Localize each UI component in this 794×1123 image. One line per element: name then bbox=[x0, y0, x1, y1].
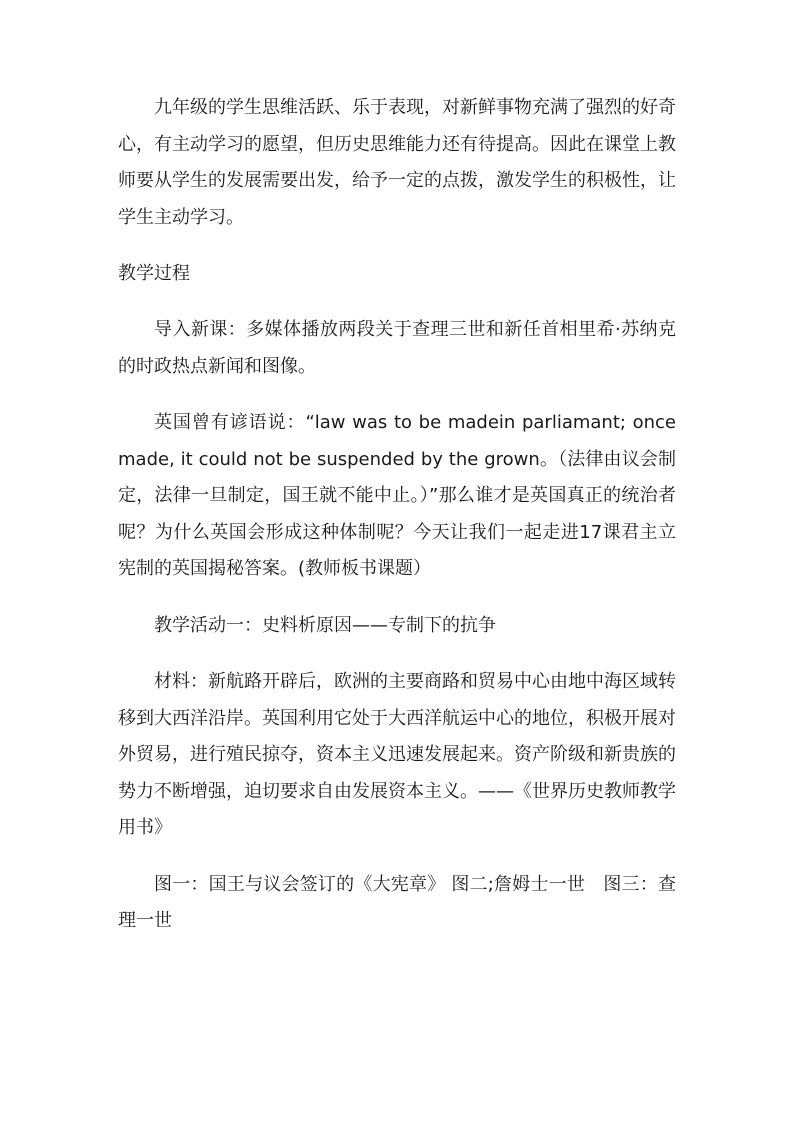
student-analysis-paragraph: 九年级的学生思维活跃、乐于表现，对新鲜事物充满了强烈的好奇心，有主动学习的愿望，但历史思维能力还有待提高。因此在课堂上教师要从学生的发展需要出发，给予一定的点拨，激发学生的积极性，让学生主动学习。 bbox=[118, 97, 676, 228]
activity-one-heading: 教学活动一：史料析原因——专制下的抗争 bbox=[154, 614, 496, 636]
material-paragraph: 材料：新航路开辟后，欧洲的主要商路和贸易中心由地中海区域转移到大西洋沿岸。英国利用它处于大西洋航运中心的地位，积极开展对外贸易，进行殖民掠夺，资本主义迅速发展起来。资产阶级和新贵族的势力不断增强，迫切要求自由发展资本主义。——《世界历史教师教学用书》 bbox=[118, 671, 676, 838]
figure-caption-paragraph: 图一：国王与议会签订的《大宪章》 图二;詹姆士一世 图三：查理一世 bbox=[118, 873, 676, 931]
lesson-intro-paragraph: 导入新课：多媒体播放两段关于查理三世和新任首相里希·苏纳克的时政热点新闻和图像。 bbox=[118, 319, 676, 377]
proverb-paragraph: 英国曾有谚语说：“law was to be madein parliamant; once made, it could not be suspended by the grown。（法律由议会制定，法律一旦制定，国王就不能中止。）”那么谁才是英国真正的统治者呢？为什么英国会形成这种体制呢？今天让我们一起走进17课君主立宪制的英国揭秘答案。(教师板书课题） bbox=[118, 412, 676, 579]
section-heading-teaching-process: 教学过程 bbox=[118, 263, 190, 284]
